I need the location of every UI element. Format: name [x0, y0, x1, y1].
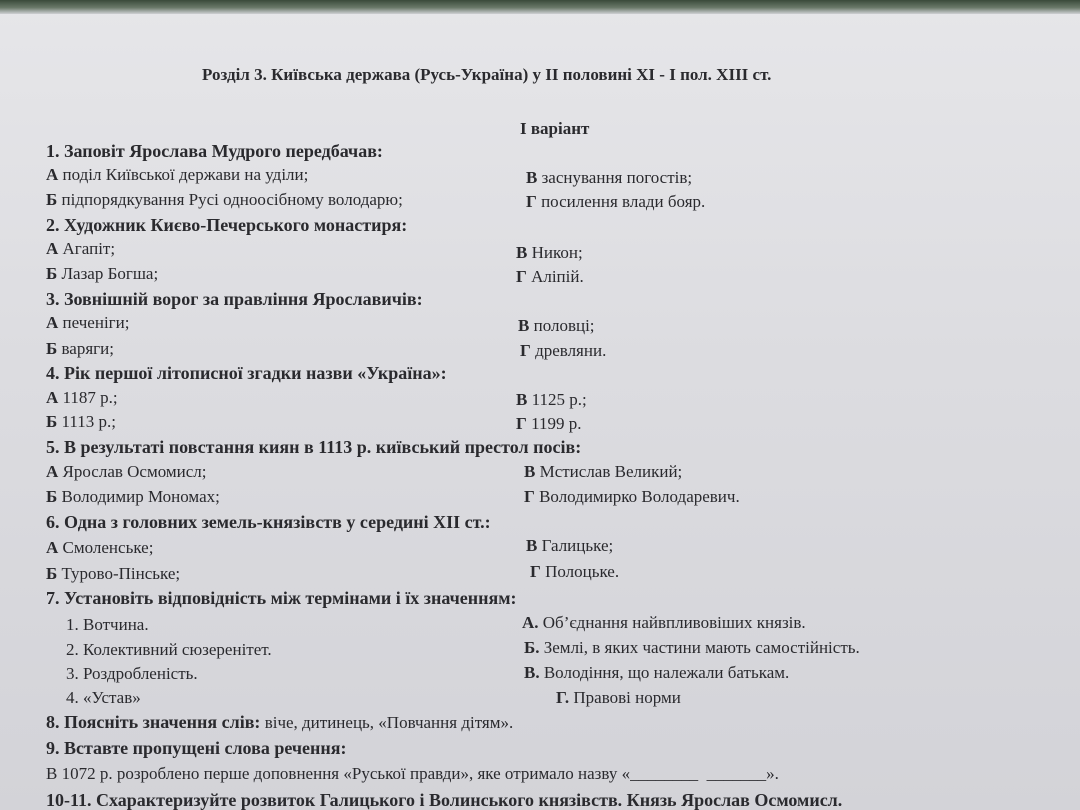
option-2g: Г Аліпій.	[516, 267, 584, 286]
term-4: 4. «Устав»	[66, 688, 141, 707]
term-1: 1. Вотчина.	[66, 615, 149, 634]
meaning-a: А. Об’єднання найвпливовіших князів.	[522, 613, 806, 632]
option-3g: Г древляни.	[520, 341, 607, 360]
option-1v: В заснування погостів;	[526, 168, 693, 187]
option-6b: Б Турово-Пінське;	[46, 564, 181, 583]
option-3a: А печеніги;	[46, 313, 130, 332]
option-5b: Б Володимир Мономах;	[46, 487, 220, 506]
option-2a: А Агапіт;	[46, 239, 116, 258]
variant-label: І варіант	[520, 119, 590, 138]
option-4v: В 1125 р.;	[516, 390, 587, 409]
term-3: 3. Роздробленість.	[66, 664, 198, 683]
worksheet-title: Розділ 3. Київська держава (Русь-Україна) у ІІ половині ХІ - І пол. ХІІІ ст.	[202, 65, 772, 84]
option-1a: А поділ Київської держави на уділи;	[46, 165, 309, 184]
meaning-v: В. Володіння, що належали батькам.	[524, 663, 790, 682]
option-6g: Г Полоцьке.	[530, 562, 620, 581]
question-6: 6. Одна з головних земель-князівств у середині ХІІ ст.:	[46, 512, 491, 532]
question-9: 9. Вставте пропущені слова речення:	[46, 738, 347, 758]
option-2b: Б Лазар Богша;	[46, 264, 159, 283]
question-3: 3. Зовнішній ворог за правління Ярославичів:	[46, 289, 423, 309]
meaning-g: Г. Правові норми	[556, 688, 681, 707]
question-10-11: 10-11. Схарактеризуйте розвиток Галицького і Волинського князівств. Князь Ярослав Осмомисл.	[46, 790, 843, 810]
question-8: 8. Поясніть значення слів: віче, дитинець, «Повчання дітям».	[46, 712, 514, 732]
option-6a: А Смоленське;	[46, 538, 154, 557]
option-4g: Г 1199 р.	[516, 414, 582, 433]
option-6v: В Галицьке;	[526, 536, 614, 555]
question-1: 1. Заповіт Ярослава Мудрого передбачав:	[46, 141, 383, 161]
option-2v: В Никон;	[516, 243, 583, 262]
question-9-sentence: В 1072 р. розроблено перше доповнення «Руської правди», яке отримало назву «________ _______».	[46, 764, 779, 783]
option-5v: В Мстислав Великий;	[524, 462, 683, 481]
blank-1: ________	[630, 764, 699, 783]
question-5: 5. В результаті повстання киян в 1113 р. київський престол посів:	[46, 437, 582, 457]
option-5a: А Ярослав Осмомисл;	[46, 462, 207, 481]
blank-2: _______	[706, 764, 767, 783]
option-3b: Б варяги;	[46, 339, 114, 358]
question-4: 4. Рік першої літописної згадки назви «Україна»:	[46, 363, 447, 383]
question-7: 7. Установіть відповідність між термінами і їх значенням:	[46, 588, 517, 608]
meaning-b: Б. Землі, в яких частини мають самостійність.	[524, 638, 860, 657]
option-3v: В половці;	[518, 316, 595, 335]
option-1b: Б підпорядкування Русі одноосібному володарю;	[46, 190, 403, 209]
term-2: 2. Колективний сюзеренітет.	[66, 640, 272, 659]
top-edge	[0, 0, 1080, 14]
question-2: 2. Художник Києво-Печерського монастиря:	[46, 215, 408, 235]
option-1g: Г посилення влади бояр.	[526, 192, 706, 211]
option-4b: Б 1113 р.;	[46, 412, 116, 431]
option-4a: А 1187 р.;	[46, 388, 118, 407]
option-5g: Г Володимирко Володаревич.	[524, 487, 740, 506]
